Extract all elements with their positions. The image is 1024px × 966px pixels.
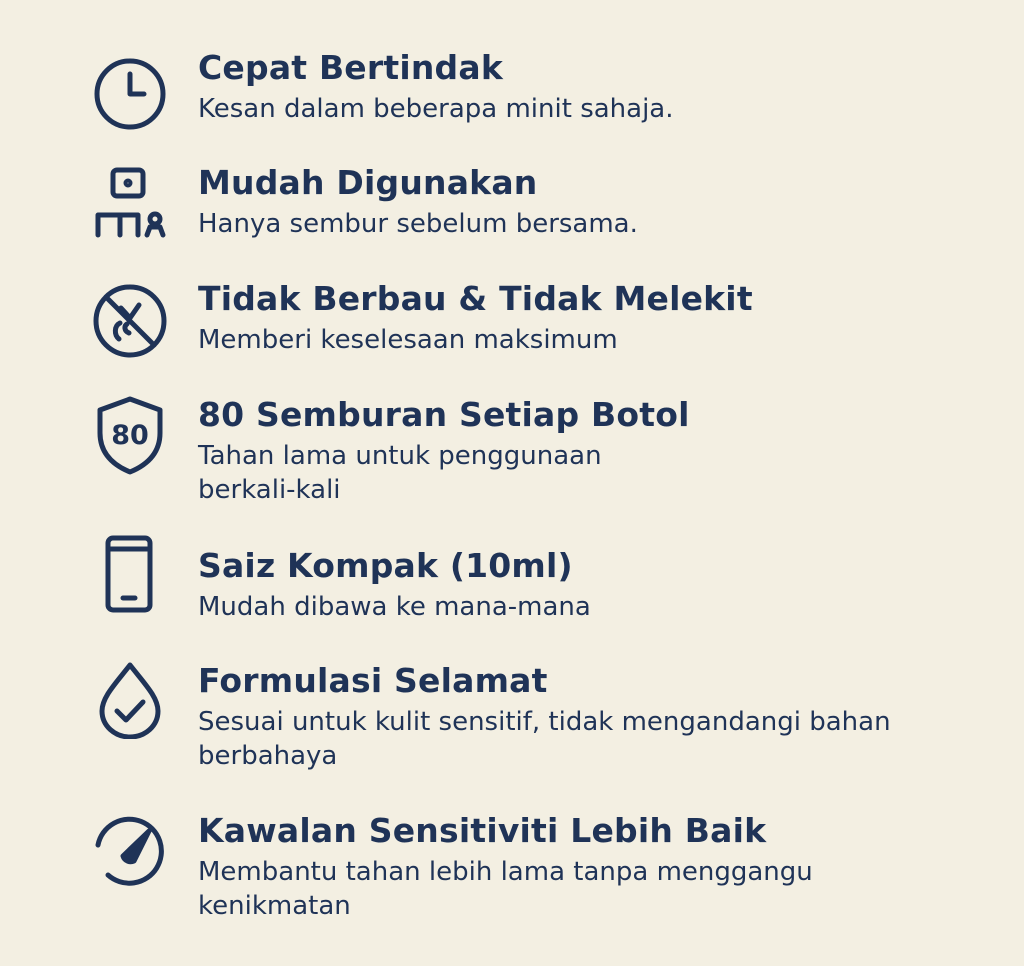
- drop-check-icon: [90, 659, 170, 739]
- feature-text: [198, 279, 984, 357]
- feature-description: Mudah dibawa ke mana-mana: [198, 592, 591, 622]
- feature-title: Tidak Berbau & Tidak Melekit: [198, 279, 753, 318]
- clock-icon: [90, 54, 170, 134]
- feature-description: Membantu tahan lebih lama tanpa menggangu kenikmatan: [198, 857, 813, 921]
- spray-user-icon: [90, 167, 170, 247]
- feature-title: Saiz Kompak (10ml): [198, 546, 573, 585]
- gauge-icon: [90, 811, 170, 891]
- feature-title: Formulasi Selamat: [198, 661, 548, 700]
- feature-description: Kesan dalam beberapa minit sahaja.: [198, 94, 674, 124]
- feature-text: [198, 163, 984, 241]
- feature-description: Memberi keselesaan maksimum: [198, 325, 618, 355]
- feature-text: [198, 661, 984, 773]
- phone-bottle-icon: [90, 534, 170, 614]
- feature-title: Mudah Digunakan: [198, 163, 538, 202]
- feature-title: 80 Semburan Setiap Botol: [198, 395, 690, 434]
- shield-80-icon: [90, 395, 170, 475]
- feature-text: [198, 395, 984, 507]
- feature-text: [198, 811, 984, 923]
- shield-80-icon-text: 80: [111, 420, 149, 451]
- feature-title: Kawalan Sensitiviti Lebih Baik: [198, 811, 767, 850]
- feature-description: Tahan lama untuk penggunaan berkali-kali: [198, 441, 602, 505]
- feature-text: [198, 48, 984, 126]
- feature-description: Hanya sembur sebelum bersama.: [198, 209, 638, 239]
- no-smell-icon: [90, 281, 170, 361]
- feature-text: [198, 546, 984, 624]
- feature-title: Cepat Bertindak: [198, 48, 503, 87]
- feature-description: Sesuai untuk kulit sensitif, tidak mengandangi bahan berbahaya: [198, 707, 891, 771]
